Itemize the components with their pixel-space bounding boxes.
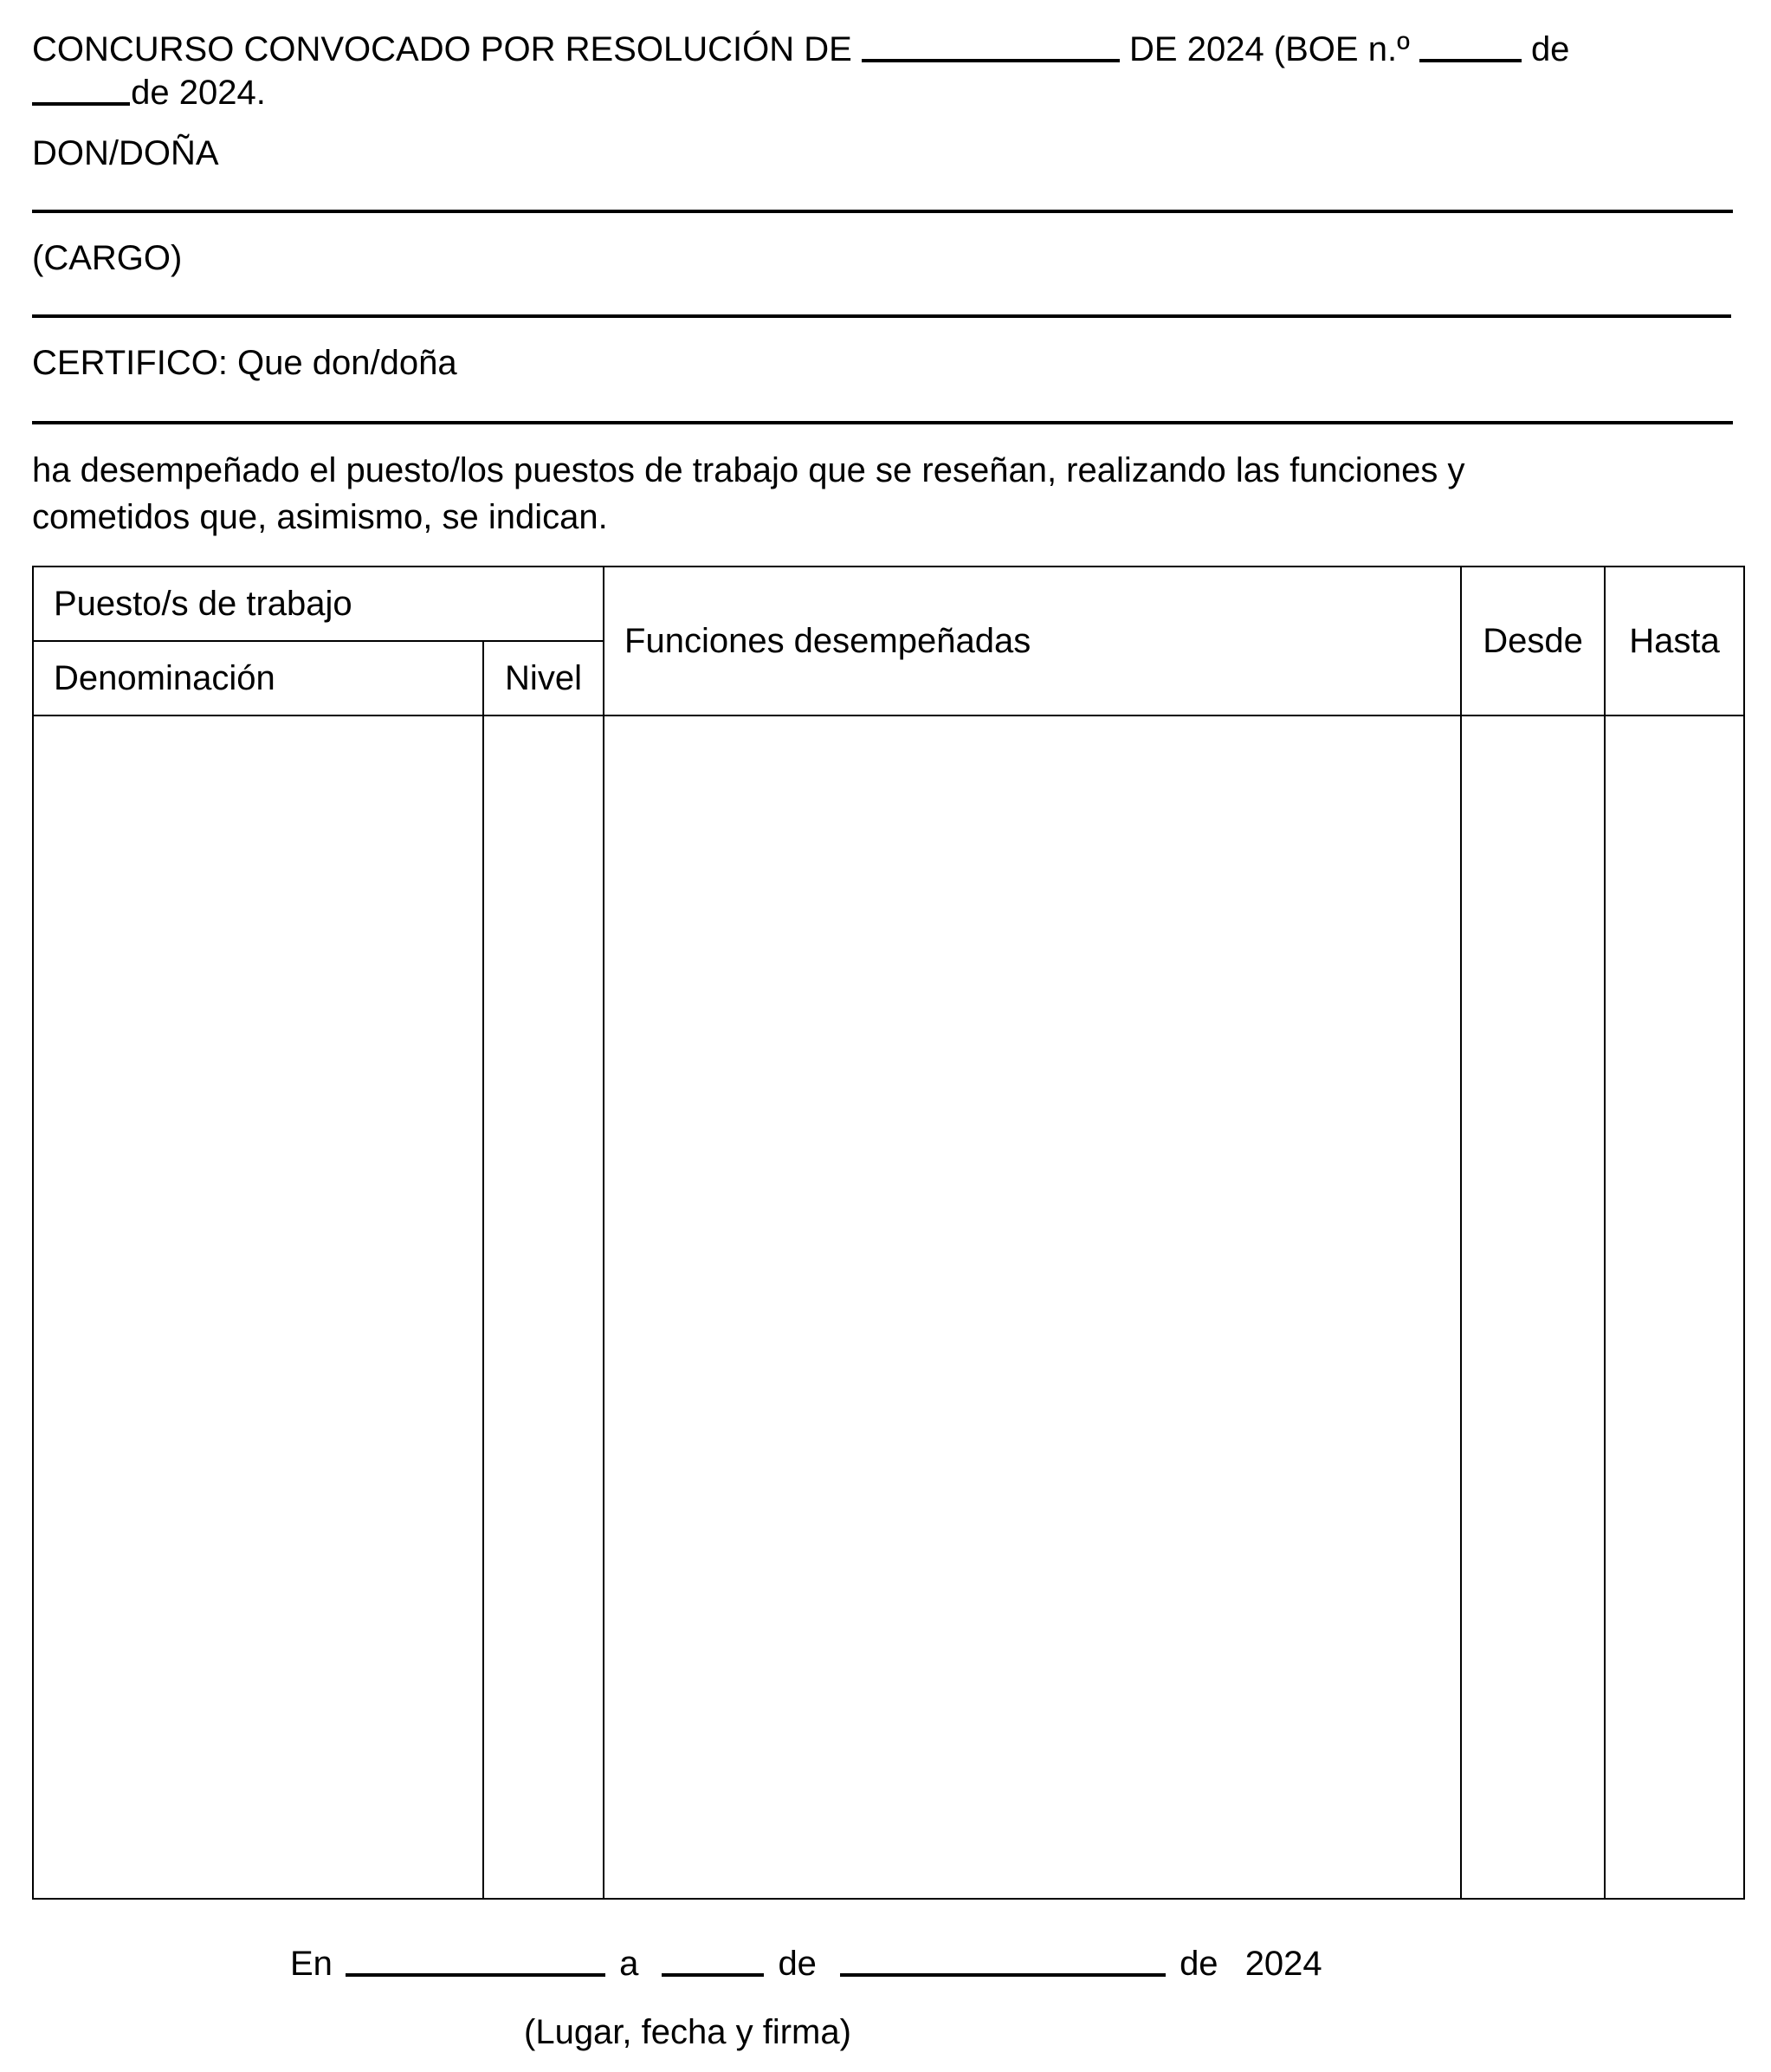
body-text-line-1: ha desempeñado el puesto/los puestos de trabajo que se reseñan, realizando las funciones y	[32, 451, 1465, 489]
header-line-2	[32, 69, 266, 113]
footer-a: a	[619, 1945, 639, 1983]
footer-de-1: de	[778, 1945, 817, 1983]
footer-date-line	[290, 1940, 1322, 1985]
place-blank[interactable]	[346, 1940, 605, 1977]
boe-number-blank[interactable]	[1419, 26, 1522, 62]
month-blank[interactable]	[840, 1940, 1166, 1977]
don-dona-label: DON/DOÑA	[32, 134, 219, 172]
cell-nivel[interactable]	[483, 715, 604, 1899]
cell-funciones[interactable]	[604, 715, 1461, 1899]
boe-date-blank[interactable]	[32, 69, 130, 106]
header-text-4: de 2024.	[131, 74, 266, 112]
certifico-line[interactable]	[32, 421, 1733, 424]
header-funciones: Funciones desempeñadas	[604, 567, 1461, 715]
cell-denominacion[interactable]	[33, 715, 483, 1899]
body-text-line-2: cometidos que, asimismo, se indican.	[32, 498, 608, 536]
header-hasta: Hasta	[1605, 567, 1744, 715]
header-puestos-de-trabajo: Puesto/s de trabajo	[33, 567, 604, 641]
header-nivel: Nivel	[483, 641, 604, 715]
header-text-1: CONCURSO CONVOCADO POR RESOLUCIÓN DE	[32, 30, 852, 68]
header-denominacion: Denominación	[33, 641, 483, 715]
cell-desde[interactable]	[1461, 715, 1605, 1899]
header-desde: Desde	[1461, 567, 1605, 715]
footer-year: 2024	[1244, 1945, 1322, 1983]
cargo-line[interactable]	[32, 314, 1731, 318]
cargo-label: (CARGO)	[32, 239, 183, 277]
resolution-date-blank[interactable]	[862, 26, 1120, 62]
header-text-3: de	[1530, 30, 1570, 68]
signature-caption: (Lugar, fecha y firma)	[524, 2013, 851, 2051]
certifico-label: CERTIFICO: Que don/doña	[32, 344, 457, 382]
footer-de-2: de	[1180, 1945, 1218, 1983]
don-dona-line[interactable]	[32, 210, 1733, 213]
day-blank[interactable]	[662, 1940, 764, 1977]
footer-en: En	[290, 1945, 333, 1983]
cell-hasta[interactable]	[1605, 715, 1744, 1899]
header-text-2: DE 2024 (BOE n.º	[1129, 30, 1410, 68]
positions-table	[32, 566, 1745, 1900]
header-line-1	[32, 26, 1569, 70]
